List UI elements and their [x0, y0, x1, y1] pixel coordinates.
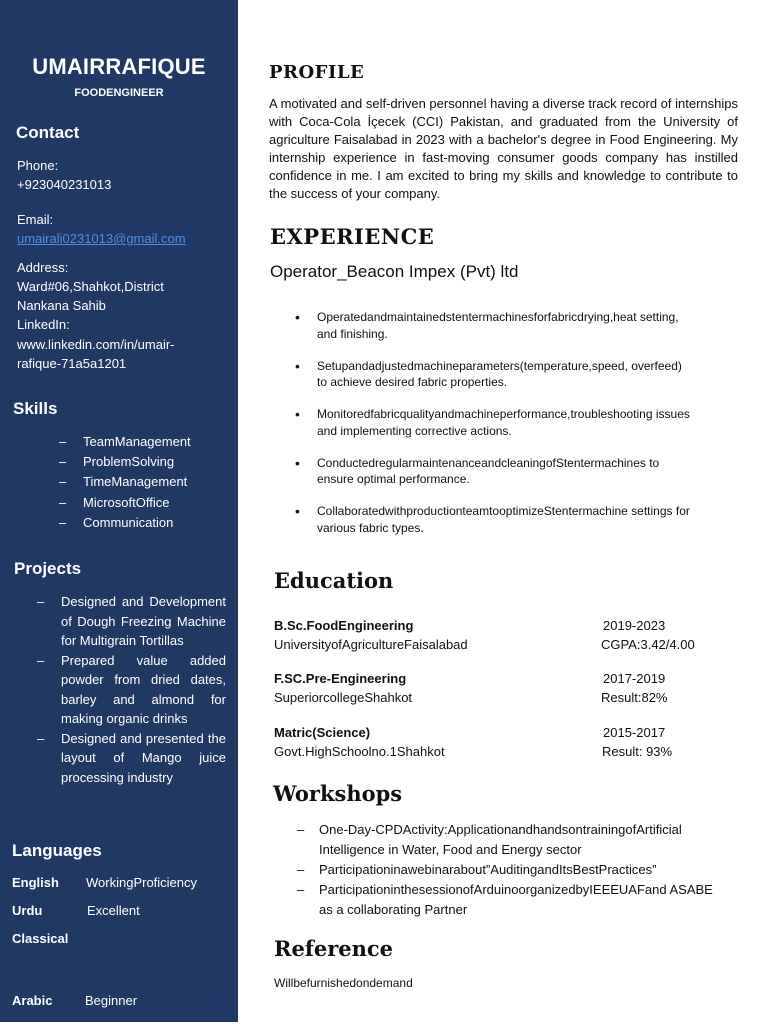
- contact-heading: Contact: [16, 123, 80, 142]
- project-item: – Designed and Development of Dough Freezing Machine for Multigrain Tortillas: [37, 592, 226, 651]
- skill-item: – TeamManagement: [59, 432, 229, 452]
- phone-label: Phone:: [17, 158, 59, 173]
- degree: B.Sc.FoodEngineering: [274, 618, 414, 633]
- institution: UniversityofAgricultureFaisalabad: [274, 637, 468, 652]
- skills-heading: Skills: [13, 399, 58, 418]
- years: 2017-2019: [603, 671, 666, 686]
- address-label: Address:: [17, 260, 69, 275]
- institution: SuperiorcollegeShahkot: [274, 690, 413, 705]
- projects-heading: Projects: [14, 559, 82, 578]
- experience-list: [295, 309, 690, 552]
- language-level: WorkingProficiency: [86, 875, 198, 890]
- skill-item: – Communication: [59, 513, 229, 533]
- address-line: Ward#06,Shahkot,District: [17, 279, 164, 294]
- linkedin-label: LinkedIn:: [17, 317, 70, 332]
- language-name: English: [12, 875, 59, 890]
- email-label: Email:: [17, 212, 54, 227]
- workshop-item: – One-Day-CPDActivity:ApplicationandhandsontrainingofArtificial Intelligence in Water, Food and Energy sector: [297, 820, 727, 860]
- linkedin-url[interactable]: www.linkedin.com/in/umair-: [17, 337, 175, 352]
- result: Result: 93%: [602, 744, 673, 759]
- years: 2015-2017: [603, 725, 666, 740]
- phone-value: +923040231013: [17, 177, 112, 192]
- workshop-item: – Participationinawebinarabout”AuditingandItsBestPractices”: [297, 860, 727, 880]
- experience-item: • Monitoredfabricqualityandmachineperformance,troubleshooting issues and implementing corrective actions.: [295, 406, 690, 439]
- language-name: Urdu: [12, 903, 43, 918]
- workshops-list: [297, 820, 727, 920]
- years: 2019-2023: [603, 618, 666, 633]
- education-heading: Education: [274, 568, 394, 593]
- language-level: Excellent: [87, 903, 140, 918]
- result: Result:82%: [601, 690, 668, 705]
- reference-text: Willbefurnishedondemand: [274, 976, 413, 990]
- workshops-heading: Workshops: [273, 781, 403, 806]
- projects-list: [37, 592, 226, 787]
- email-link[interactable]: umairali0231013@gmail.com: [17, 231, 186, 246]
- education-entry: [274, 671, 734, 709]
- skill-item: – TimeManagement: [59, 472, 229, 492]
- skill-item: – MicrosoftOffice: [59, 493, 229, 513]
- project-item: – Designed and presented the layout of Mango juice processing industry: [37, 729, 226, 788]
- workshop-item: – ParticipationinthesessionofArduinoorganizedbyIEEEUAFand ASABE as a collaborating Partner: [297, 880, 727, 920]
- languages-heading: Languages: [12, 841, 102, 860]
- experience-item: • Operatedandmaintainedstentermachinesforfabricdrying,heat setting, and finishing.: [295, 309, 690, 342]
- linkedin-url[interactable]: rafique-71a5a1201: [17, 356, 127, 371]
- profile-heading: PROFILE: [269, 62, 365, 83]
- language-name: Classical: [12, 931, 69, 946]
- experience-role: Operator_Beacon Impex (Pvt) ltd: [270, 262, 519, 281]
- education-entry: [274, 725, 734, 763]
- degree: Matric(Science): [274, 725, 371, 740]
- experience-heading: EXPERIENCE: [270, 224, 435, 249]
- language-level: Beginner: [85, 993, 138, 1008]
- sidebar: [0, 0, 238, 1022]
- institution: Govt.HighSchoolno.1Shahkot: [274, 744, 445, 759]
- skill-item: – ProblemSolving: [59, 452, 229, 472]
- education-entry: [274, 618, 734, 656]
- address-line: Nankana Sahib: [17, 298, 106, 313]
- candidate-name: UMAIRRAFIQUE: [32, 54, 206, 79]
- degree: F.SC.Pre-Engineering: [274, 671, 407, 686]
- reference-heading: Reference: [274, 936, 394, 961]
- experience-item: • CollaboratedwithproductionteamtooptimizeStentermachine settings for various fabric types.: [295, 503, 690, 536]
- profile-text: A motivated and self-driven personnel having a diverse track record of internships with Coca-Cola İçecek (CCI) Pakistan, and graduated from the University of agriculture Faisalabad in 2023 with a bachelor's degree in Food Engineering. My internship experience in fast-moving consumer goods company has instilled confidence in me. I am excited to bring my skills and knowledge to contribute to the success of your company.: [269, 96, 738, 201]
- result: CGPA:3.42/4.00: [601, 637, 695, 652]
- experience-item: • ConductedregularmaintenanceandcleaningofStentermachines to ensure optimal performance.: [295, 455, 690, 488]
- skills-list: [59, 432, 229, 533]
- candidate-title: FOODENGINEER: [74, 87, 164, 99]
- project-item: – Prepared value added powder from dried dates, barley and almond for making organic drinks: [37, 651, 226, 729]
- experience-item: • Setupandadjustedmachineparameters(temperature,speed, overfeed) to achieve desired fabric properties.: [295, 358, 690, 391]
- language-name: Arabic: [12, 993, 53, 1008]
